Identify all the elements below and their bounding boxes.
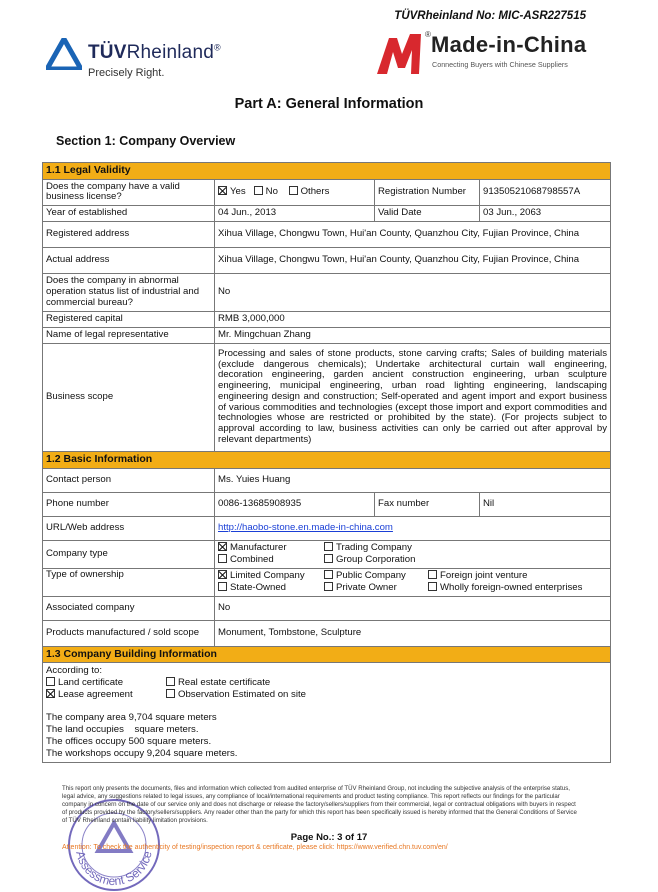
actual-address-value: Xihua Village, Chongwu Town, Hui'an County, Quanzhou City, Fujian Province, China [215, 247, 611, 273]
mic-m-icon [375, 32, 429, 76]
building-information-heading: 1.3 Company Building Information [43, 646, 611, 663]
products-scope-label: Products manufactured / sold scope [43, 620, 215, 646]
checkbox-checked-icon [218, 542, 227, 551]
mic-brand: Made-in-China [431, 32, 587, 57]
products-scope-value: Monument, Tombstone, Sculpture [215, 620, 611, 646]
part-title: Part A: General Information [234, 96, 424, 112]
checkbox-checked-icon [218, 570, 227, 579]
company-area-text: The company area 9,704 square meters [46, 712, 217, 724]
report-number: TÜVRheinland No: MIC-ASR227515 [394, 10, 586, 22]
abnormal-status-value: No [215, 273, 611, 311]
checkbox-icon [428, 582, 437, 591]
checkbox-icon [289, 186, 298, 195]
tuv-triangle-icon [46, 38, 82, 70]
company-type-label: Company type [43, 540, 215, 568]
fax-number-value: Nil [480, 492, 611, 516]
section-title: Section 1: Company Overview [56, 134, 236, 148]
verification-notice: Attention: To check the authenticity of testing/inspection report & certificate, please click: https://www.verified.chn.tuv.com/en/ [62, 844, 448, 851]
registration-number-value: 91350521068798557A [480, 179, 611, 205]
business-scope-label: Business scope [43, 343, 215, 451]
checkbox-icon [428, 570, 437, 579]
workshop-area-text: The workshops occupy 9,204 square meters. [46, 748, 238, 760]
checkbox-icon [166, 689, 175, 698]
land-area-text: The land occupies square meters. [46, 724, 199, 736]
page-number: Page No.: 3 of 17 [290, 832, 368, 843]
company-overview-table [42, 162, 611, 763]
associated-company-label: Associated company [43, 596, 215, 620]
footer-disclaimer: This report only presents the documents, files and information which collected from audited enterprise of TÜV Rheinland Group, not including the subjective analysis of the enterprise status, legal advice, any suggestions related to legal issues, any compliance of local/international requirements and product testing compliance. This report reflects our findings for the particular company in concern on the date of our service only and does not discharge or release the factory/sellers/suppliers from their commercial, legal or contractual obligations with buyers in respect of products provided by the factory/sellers/suppliers. Any reader other than the party for which this report has been specifically issued is hereby informed that the General Conditions of Service of TÜV Rheinland contain liability limitation provisions. [62, 785, 577, 824]
registered-address-value: Xihua Village, Chongwu Town, Hui'an County, Quanzhou City, Fujian Province, China [215, 221, 611, 247]
checkbox-icon [324, 554, 333, 563]
registered-capital-value: RMB 3,000,000 [215, 311, 611, 327]
office-area-text: The offices occupy 500 square meters. [46, 736, 212, 748]
actual-address-label: Actual address [43, 247, 215, 273]
contact-person-label: Contact person [43, 468, 215, 492]
mic-registered-mark: ® [425, 30, 431, 39]
checkbox-icon [218, 554, 227, 563]
made-in-china-logo [375, 30, 590, 78]
checkbox-icon [324, 582, 333, 591]
according-to-label: According to: [46, 665, 102, 677]
checkbox-checked-icon [218, 186, 227, 195]
checkbox-icon [324, 570, 333, 579]
url-label: URL/Web address [43, 516, 215, 540]
legal-validity-heading: 1.1 Legal Validity [43, 163, 611, 180]
contact-person-value: Ms. Yuies Huang [215, 468, 611, 492]
fax-number-label: Fax number [375, 492, 480, 516]
associated-company-value: No [215, 596, 611, 620]
tuv-tagline: Precisely Right. [88, 67, 165, 79]
license-question: Does the company have a valid business license? [43, 179, 215, 205]
company-website-link[interactable]: http://haobo-stone.en.made-in-china.com [218, 521, 393, 533]
phone-number-label: Phone number [43, 492, 215, 516]
license-options: Yes No Others [215, 179, 375, 205]
svg-text:Assessment Service: Assessment Service [73, 849, 155, 889]
registered-capital-label: Registered capital [43, 311, 215, 327]
checkbox-checked-icon [46, 689, 55, 698]
checkbox-icon [166, 677, 175, 686]
year-established-value: 04 Jun., 2013 [215, 205, 375, 221]
mic-tagline: Connecting Buyers with Chinese Suppliers [432, 60, 568, 69]
registered-address-label: Registered address [43, 221, 215, 247]
checkbox-icon [254, 186, 263, 195]
tuv-brand: TÜVRheinland® [88, 42, 221, 63]
company-type-options: Manufacturer Trading Company Combined Group Corporation [215, 540, 611, 568]
valid-date-label: Valid Date [375, 205, 480, 221]
ownership-type-label: Type of ownership [43, 568, 215, 596]
valid-date-value: 03 Jun., 2063 [480, 205, 611, 221]
legal-representative-value: Mr. Mingchuan Zhang [215, 327, 611, 343]
checkbox-icon [218, 582, 227, 591]
basic-information-heading: 1.2 Basic Information [43, 451, 611, 468]
checkbox-icon [46, 677, 55, 686]
phone-number-value: 0086-13685908935 [215, 492, 375, 516]
abnormal-status-label: Does the company in abnormal operation status list of industrial and commercial bureau? [43, 273, 215, 311]
registration-number-label: Registration Number [375, 179, 480, 205]
tuv-rheinland-logo [46, 38, 226, 84]
year-established-label: Year of established [43, 205, 215, 221]
legal-representative-label: Name of legal representative [43, 327, 215, 343]
checkbox-icon [324, 542, 333, 551]
ownership-type-options: Limited Company Public Company Foreign joint venture State-Owned Private Owner Wholly foreign-owned enterprises [215, 568, 611, 596]
business-scope-value: Processing and sales of stone products, stone carving crafts; Sales of building materials (exclude dangerous chemicals); Undertake architectural curtain wall engineering, decoration engineering, garden ancient construction engineering, urban sculpture engineering, municipal engineering, urban road lighting engineering, landscaping engineering design and construction; Self-operated and agent import and export business of various commodities and technologies (except those import and export commodities and technologies whose are restricted or prohibited by the state). (For projects subject to approval according to law, business activities can only be carried out after approval by relevant departments) [215, 343, 611, 451]
building-information-body: According to: Land certificate Real estate certificate Lease agreement Observation Estimated on site The company area 9,704 square meters The land occupies square meters. The offices occupy 500 square meters. The workshops occupy 9,204 square meters. [43, 663, 611, 763]
